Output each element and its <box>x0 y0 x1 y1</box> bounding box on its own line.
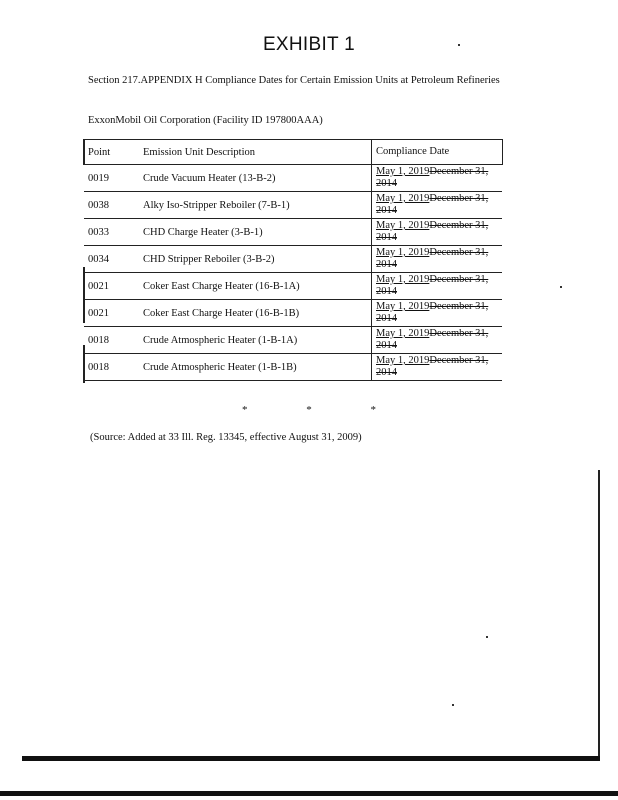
table-row <box>84 300 502 327</box>
date-new: May 1, 2019 <box>376 355 430 366</box>
table-row <box>84 246 502 273</box>
row-point: 0021 <box>88 307 109 319</box>
row-description: Alky Iso-Stripper Reboiler (7-B-1) <box>143 199 290 211</box>
date-new: May 1, 2019 <box>376 274 430 285</box>
row-description: CHD Stripper Reboiler (3-B-2) <box>143 253 275 265</box>
header-description: Emission Unit Description <box>143 146 255 158</box>
row-point: 0021 <box>88 280 109 292</box>
date-new: May 1, 2019 <box>376 193 430 204</box>
exhibit-title: EXHIBIT 1 <box>262 34 356 55</box>
row-description: Crude Vacuum Heater (13-B-2) <box>143 172 276 184</box>
date-old: December 31, 2014 <box>376 355 489 378</box>
table-header-row <box>84 139 502 165</box>
row-date <box>371 219 501 245</box>
section-separator: * * * <box>242 404 404 416</box>
row-description: Coker East Charge Heater (16-B-1B) <box>143 307 300 319</box>
row-description: CHD Charge Heater (3-B-1) <box>143 226 263 238</box>
date-new: May 1, 2019 <box>376 301 430 312</box>
row-date <box>371 165 501 191</box>
table-row <box>84 192 502 219</box>
row-date <box>371 327 501 353</box>
header-date: Compliance Date <box>371 140 501 164</box>
date-old: December 31, 2014 <box>376 166 489 189</box>
header-point: Point <box>88 146 111 158</box>
date-old: December 31, 2014 <box>376 328 489 351</box>
date-old: December 31, 2014 <box>376 274 489 297</box>
table-row <box>84 219 502 246</box>
row-description: Crude Atmospheric Heater (1-B-1A) <box>143 334 298 346</box>
scan-speck <box>458 44 460 46</box>
facility-line: ExxonMobil Oil Corporation (Facility ID 197800AAA) <box>88 115 323 126</box>
row-point: 0018 <box>88 334 109 346</box>
date-old: December 31, 2014 <box>376 301 489 324</box>
date-old: December 31, 2014 <box>376 247 489 270</box>
row-point: 0019 <box>88 172 109 184</box>
scan-bottom-bar <box>0 791 618 796</box>
source-note: (Source: Added at 33 Ill. Reg. 13345, effective August 31, 2009) <box>90 432 362 443</box>
table-right-rule <box>502 139 504 165</box>
scan-speck <box>486 636 488 638</box>
row-date <box>371 273 501 299</box>
row-point: 0018 <box>88 361 109 373</box>
table-row <box>84 327 502 354</box>
date-new: May 1, 2019 <box>376 166 430 177</box>
compliance-table <box>84 139 502 381</box>
row-date <box>371 192 501 218</box>
table-row <box>84 165 502 192</box>
row-description: Coker East Charge Heater (16-B-1A) <box>143 280 300 292</box>
row-date <box>371 354 501 380</box>
date-new: May 1, 2019 <box>376 328 430 339</box>
table-left-rule <box>83 267 85 323</box>
date-old: December 31, 2014 <box>376 193 489 216</box>
row-point: 0034 <box>88 253 109 265</box>
row-point: 0038 <box>88 199 109 211</box>
row-date <box>371 246 501 272</box>
date-new: May 1, 2019 <box>376 220 430 231</box>
row-point: 0033 <box>88 226 109 238</box>
table-row <box>84 273 502 300</box>
date-old: December 31, 2014 <box>376 220 489 243</box>
row-date <box>371 300 501 326</box>
date-new: May 1, 2019 <box>376 247 430 258</box>
table-left-rule <box>83 139 85 165</box>
row-description: Crude Atmospheric Heater (1-B-1B) <box>143 361 297 373</box>
scan-bottom-bar <box>22 756 600 761</box>
scan-speck <box>452 704 454 706</box>
scan-edge-line <box>598 470 600 760</box>
section-heading: Section 217.APPENDIX H Compliance Dates for Certain Emission Units at Petroleum Refineries <box>88 75 500 86</box>
table-left-rule <box>83 345 85 383</box>
table-row <box>84 354 502 381</box>
scan-speck <box>560 286 562 288</box>
